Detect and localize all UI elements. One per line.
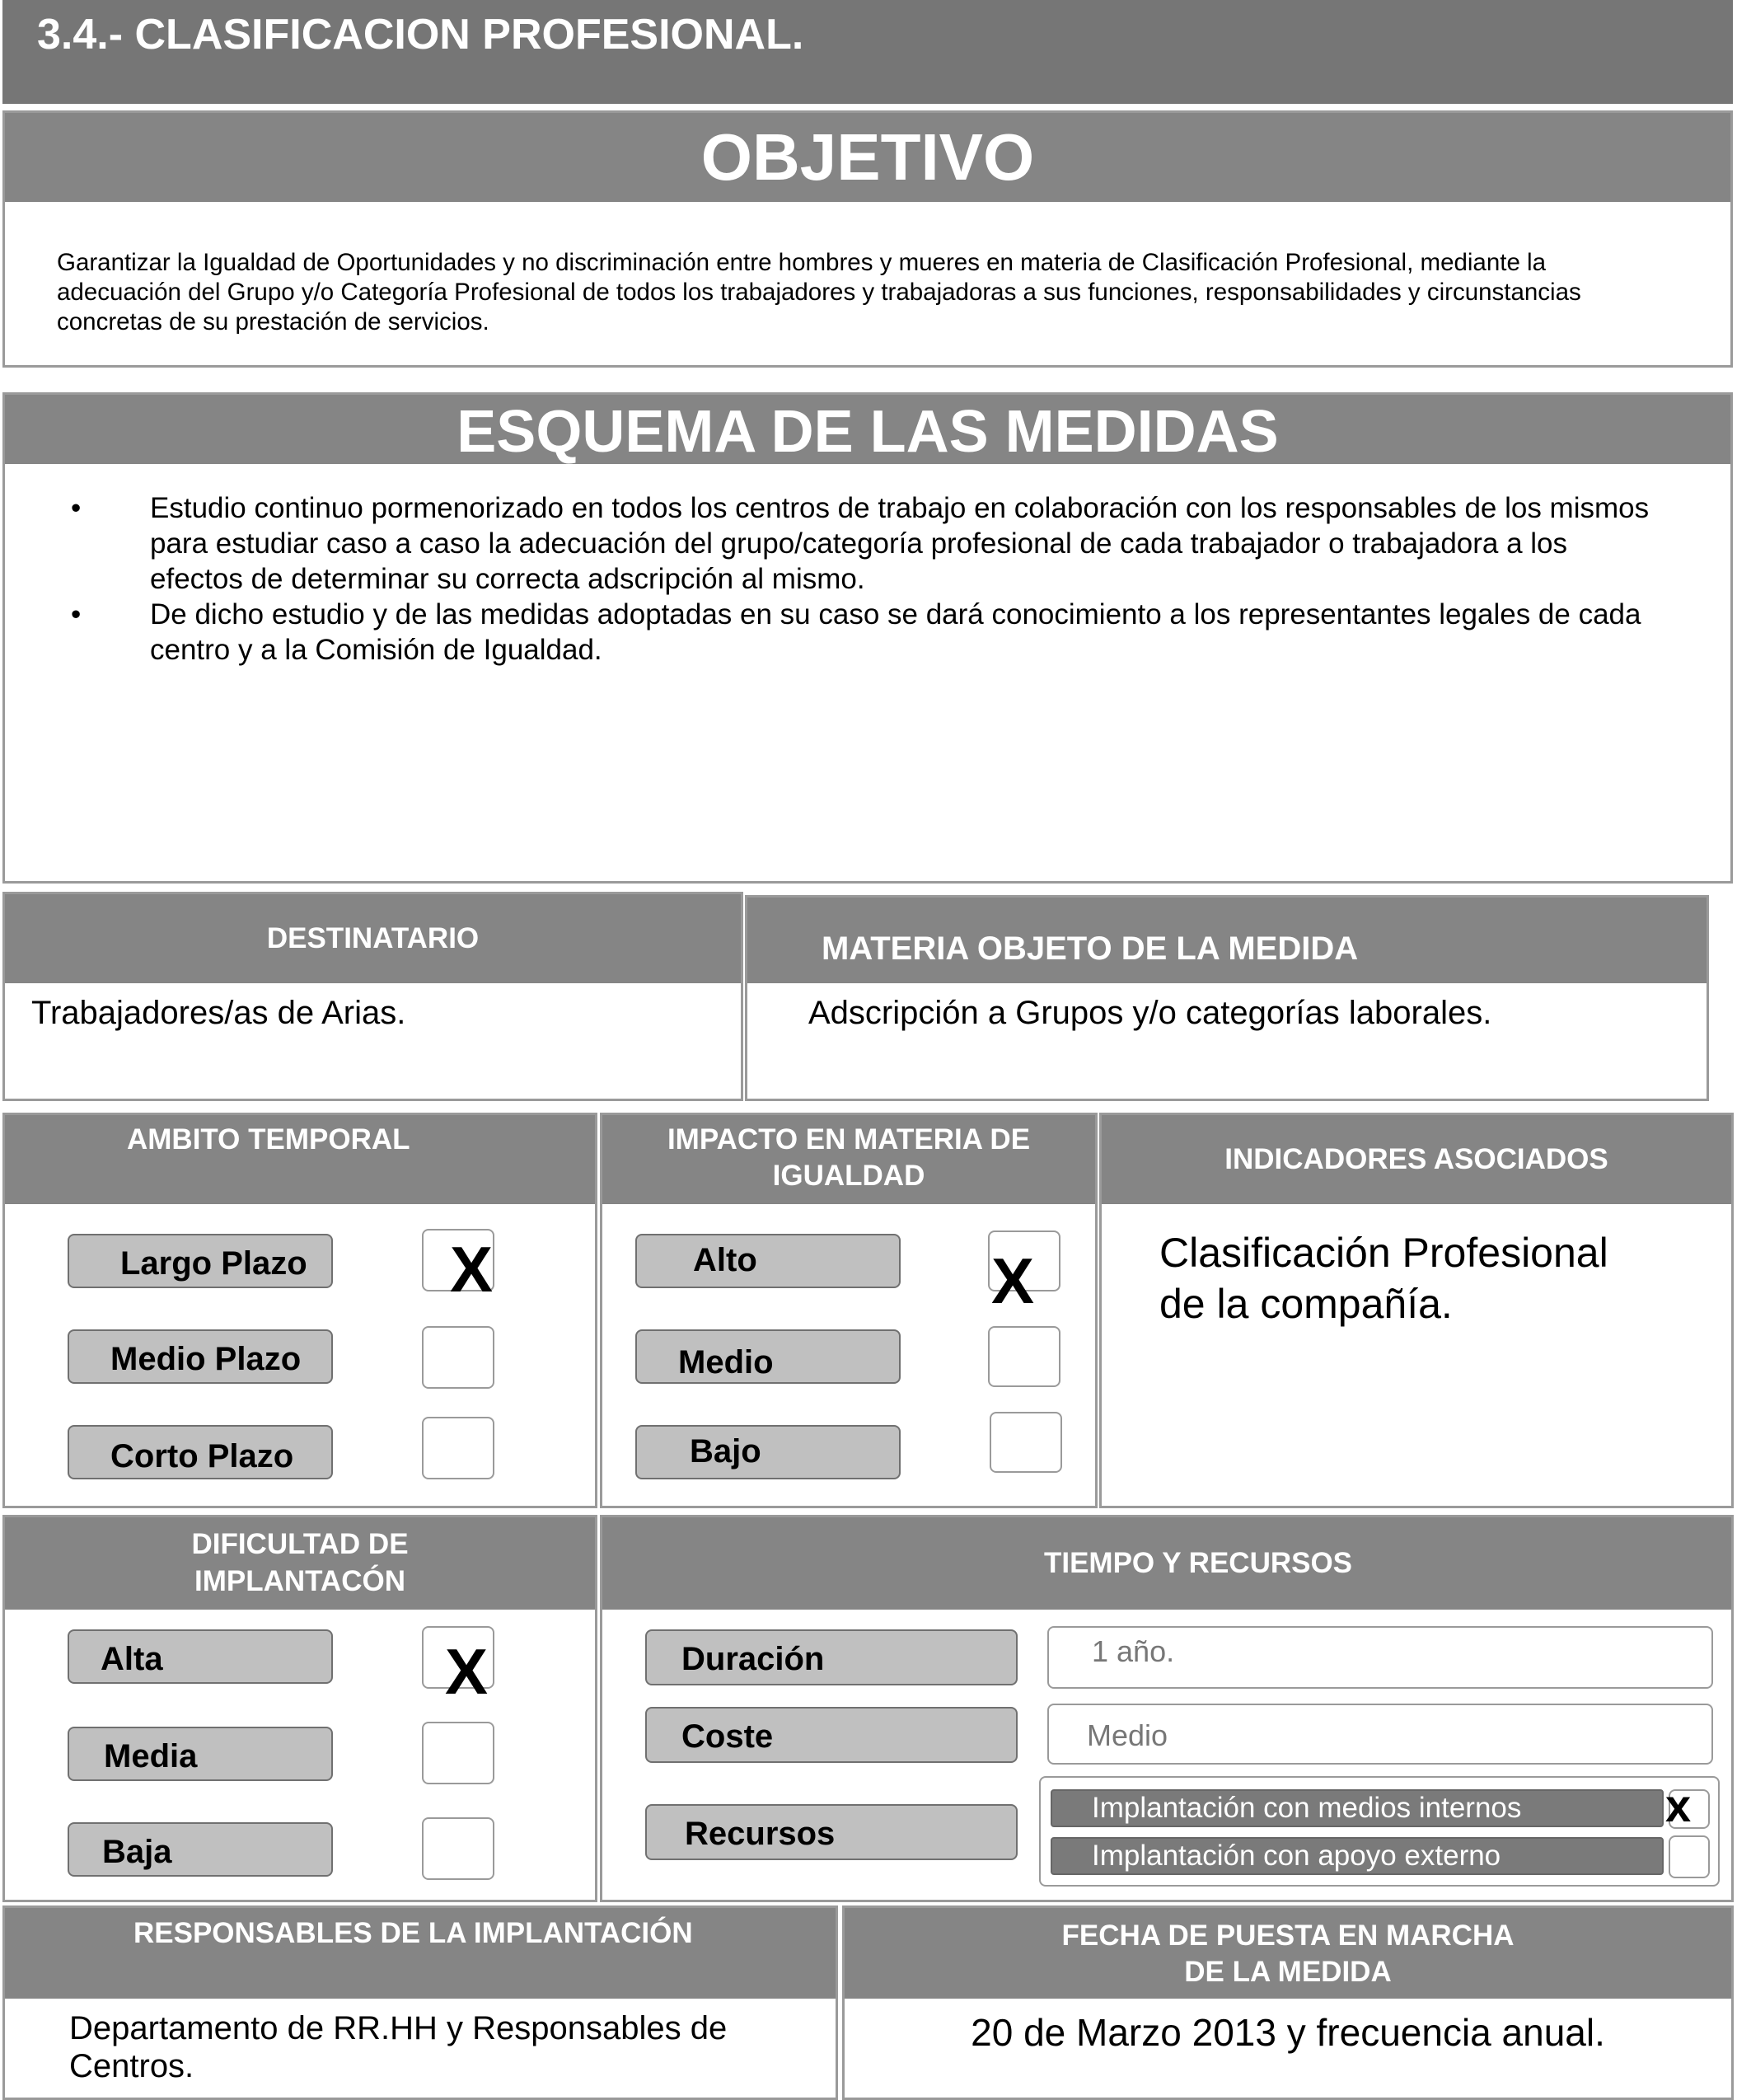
checkbox-alto[interactable] [988,1230,1060,1317]
checkbox-medio-plazo[interactable] [422,1326,494,1389]
responsables-header [5,1908,836,1999]
recursos-group [1039,1776,1720,1887]
recurso-externo[interactable] [1051,1837,1664,1875]
objetivo-header-text: OBJETIVO [700,120,1035,194]
option-label: Alto [693,1242,757,1278]
indicadores-header-text: INDICADORES ASOCIADOS [1224,1143,1608,1175]
checkbox-alta[interactable] [422,1626,494,1708]
check-mark: X [450,1233,494,1305]
dificultad-box [2,1515,597,1902]
responsables-header-text: RESPONSABLES DE LA IMPLANTACIÓN [133,1917,693,1949]
checkbox-internos[interactable] [1665,1779,1710,1831]
option-alto[interactable] [635,1234,901,1288]
checkbox-media[interactable] [422,1722,494,1784]
impacto-header [602,1115,1095,1204]
section-title-bar [2,0,1733,104]
materia-header-text: MATERIA OBJETO DE LA MEDIDA [822,930,1359,967]
option-label: Medio [678,1344,774,1380]
destinatario-value: Trabajadores/as de Arias. [31,995,406,1031]
option-media[interactable] [68,1727,333,1781]
esquema-header-text: ESQUEMA DE LAS MEDIDAS [456,399,1279,464]
impacto-header-line2: IGUALDAD [772,1160,925,1192]
checkbox-medio[interactable] [988,1326,1060,1387]
dificultad-header-line2: IMPLANTACÓN [194,1565,405,1597]
fecha-header-line1: FECHA DE PUESTA EN MARCHA [1061,1920,1515,1952]
impacto-box [600,1113,1098,1508]
indicadores-box [1099,1113,1734,1508]
option-largo-plazo[interactable] [68,1234,333,1288]
option-bajo[interactable] [635,1425,901,1479]
option-label: Media [104,1738,198,1774]
list-item: • Estudio continuo pormenorizado en todos los centros de trabajo en colaboración con los responsables de los mismos para estudiar caso a caso la adecuación del grupo/categoría profesional de cada trabajador o trabajadora a los efectos de determinar su correcta adscripción al mismo. [5,490,1653,597]
ambito-header-text: AMBITO TEMPORAL [127,1123,410,1155]
option-label: Baja [102,1834,172,1870]
option-label: Alta [101,1641,163,1677]
responsables-line2: Centros. [69,2048,194,2084]
option-medio[interactable] [635,1329,901,1384]
dificultad-header [5,1517,595,1610]
indicadores-line1: Clasificación Profesional [1159,1230,1608,1276]
esquema-box [2,392,1733,884]
checkbox-bajo[interactable] [990,1412,1062,1473]
duracion-field[interactable] [1047,1626,1713,1689]
check-mark: x [1665,1779,1692,1831]
option-label: Medio Plazo [110,1341,302,1377]
recurso-internos[interactable] [1051,1789,1664,1827]
objetivo-header [5,113,1730,202]
recurso-externo-label: Implantación con apoyo externo [1092,1840,1501,1872]
destinatario-header-text: DESTINATARIO [266,922,480,954]
responsables-line1: Departamento de RR.HH y Responsables de [69,2010,728,2046]
option-label: Largo Plazo [120,1245,307,1282]
duracion-label [645,1629,1018,1685]
fecha-box [842,1905,1734,2100]
destinatario-header [5,894,741,983]
indicadores-header [1102,1115,1731,1204]
option-alta[interactable] [68,1629,333,1684]
option-label: Bajo [690,1433,761,1470]
fecha-header-line2: DE LA MEDIDA [1184,1956,1392,1988]
indicadores-line2: de la compañía. [1159,1281,1453,1327]
option-label: Corto Plazo [110,1438,294,1474]
option-baja[interactable] [68,1822,333,1877]
coste-label-text: Coste [681,1718,774,1755]
list-item: • De dicho estudio y de las medidas adoptadas en su caso se dará conocimiento a los representantes legales de cada centro y a la Comisión de Igualdad. [5,597,1653,668]
checkbox-largo-plazo[interactable] [422,1229,494,1305]
esquema-header [5,395,1730,464]
recursos-label-text: Recursos [685,1816,836,1852]
check-mark: X [445,1635,489,1708]
recursos-label [645,1804,1018,1860]
option-medio-plazo[interactable] [68,1329,333,1384]
materia-box [745,895,1709,1101]
checkbox-corto-plazo[interactable] [422,1417,494,1479]
destinatario-box [2,892,743,1101]
esquema-list [5,490,1653,668]
objetivo-box [2,110,1733,368]
objetivo-text: Garantizar la Igualdad de Oportunidades y no discriminación entre hombres y mueres en materia de Clasificación Profesional, mediante la adecuación del Grupo y/o Categoría Profesional de todos los trabajadores y trabajadoras a sus funciones, responsabilidades y circunstancias concretas de su prestación de servicios. [57,249,1581,334]
checkbox-baja[interactable] [422,1817,494,1880]
coste-label [645,1707,1018,1763]
section-title: 3.4.- CLASIFICACION PROFESIONAL. [37,11,804,59]
coste-value: Medio [1087,1718,1168,1752]
coste-field[interactable] [1047,1704,1713,1765]
duracion-label-text: Duración [681,1641,825,1677]
recurso-internos-label: Implantación con medios internos [1092,1792,1522,1824]
dificultad-header-line1: DIFICULTAD DE [191,1528,409,1560]
option-corto-plazo[interactable] [68,1425,333,1479]
ambito-header [5,1115,595,1204]
responsables-box [2,1905,838,2100]
materia-header [747,898,1707,983]
fecha-value: 20 de Marzo 2013 y frecuencia anual. [971,2011,1605,2054]
materia-value: Adscripción a Grupos y/o categorías laborales. [808,995,1492,1031]
impacto-header-line1: IMPACTO EN MATERIA DE [667,1123,1031,1155]
ambito-box [2,1113,597,1508]
tiempo-header-text: TIEMPO Y RECURSOS [1043,1547,1353,1579]
tiempo-box [600,1515,1734,1902]
fecha-header [845,1908,1731,1999]
check-mark: X [991,1245,1035,1317]
tiempo-header [602,1517,1731,1610]
duracion-value: 1 año. [1092,1634,1175,1668]
checkbox-externo[interactable] [1669,1835,1710,1878]
